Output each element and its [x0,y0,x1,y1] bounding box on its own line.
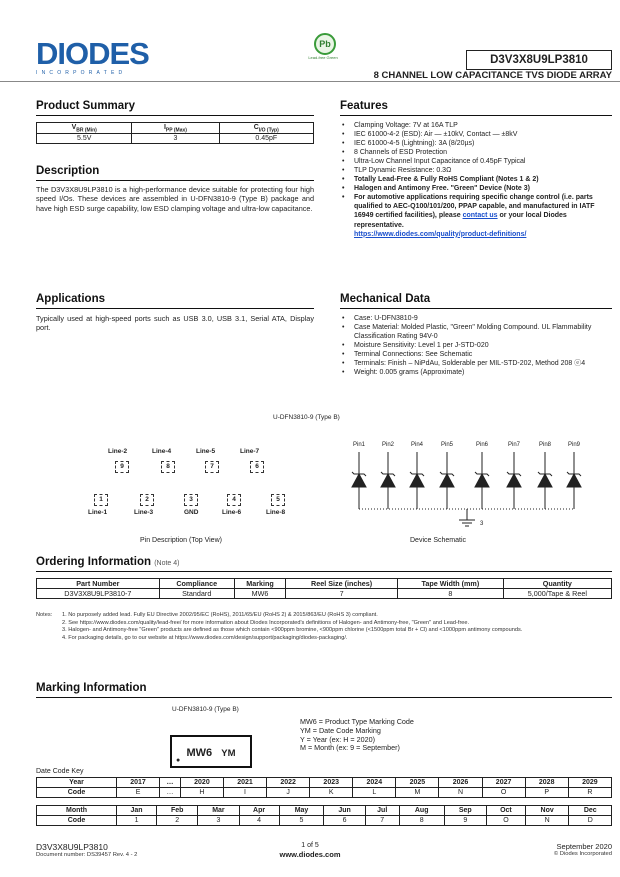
footer-copyright: © Diodes Incorporated [553,851,612,857]
pin-top-label: Line-2 [108,448,128,455]
summary-value-ipp: 3 [132,134,219,144]
pb-icon: Pb [314,33,336,55]
feature-item: • Clamping Voltage: 7V at 16A TLP [340,121,612,130]
description-title: Description [36,166,314,181]
ordering-cell: 5,000/Tape & Reel [503,588,611,598]
summary-header-vbr: $V_{BR (Min)}$ [37,122,132,134]
pin-pad: 7 [205,461,219,473]
schematic-pin-label: Pin1 [353,442,366,448]
feature-item: • Halogen and Antimony Free. "Green" Device (Note 3) [340,184,612,193]
date-code-month-table [36,805,612,826]
tvs-diode-icon [475,452,489,509]
ordering-cell: Standard [159,588,234,598]
feature-item: • IEC 61000-4-2 (ESD): Air — ±10kV, Contact — ±8kV [340,130,612,139]
pin-pad: 4 [227,494,241,506]
pin-diagram [88,445,298,535]
date-code-year-table [36,777,612,798]
footer-page: 1 of 5 [301,842,319,849]
date-code-label: Date Code Key [36,768,84,775]
ordering-header: Part Number [37,578,160,588]
year-row: Year 2017 … 2020 2021 2022 2023 2024 2025 2026 2027 2028 2029 [37,778,612,788]
header-divider [0,81,620,82]
schematic-pin-label: Pin8 [539,442,552,448]
tvs-diode-icon [381,452,395,509]
footer-date: September 2020 [556,842,612,851]
summary-header-ipp: $I_{PP (Max)}$ [132,122,219,134]
diodes-logo [36,38,156,74]
mechanical-item: • Case: U-DFN3810-9 [340,314,612,323]
marking-title: Marking Information [36,683,612,698]
mechanical-title: Mechanical Data [340,294,612,309]
schematic-pin-label: Pin7 [508,442,521,448]
feature-item: • 8 Channels of ESD Protection [340,148,612,157]
pin-pad: 2 [140,494,154,506]
product-summary-section [36,101,314,144]
ordering-header: Reel Size (inches) [286,578,398,588]
mechanical-item: • Terminal Connections: See Schematic [340,350,612,359]
marking-package-label: U-DFN3810-9 (Type B) [172,706,239,713]
note-item: 4. For packaging details, go to our website at https://www.diodes.com/design/support/packaging/diodes-packaging/. [62,634,348,641]
ordering-cell: MW6 [234,588,285,598]
ordering-cell: D3V3X8U9LP3810-7 [37,588,160,598]
pin-bottom-label: Line-3 [134,509,154,516]
product-summary-table [36,122,314,145]
applications-section [36,294,314,333]
schematic-pin-label: Pin2 [382,442,395,448]
notes-label: Notes: [36,612,53,618]
lead-free-green-badge [308,33,339,60]
ground-icon [459,520,475,526]
footer-part-number: D3V3X8U9LP3810 [36,842,108,852]
contact-us-link[interactable]: contact us [462,212,498,220]
product-summary-title: Product Summary [36,101,314,116]
mechanical-list [340,314,612,378]
pin-pad: 1 [94,494,108,506]
logo-text: DIODES [36,36,149,71]
tvs-diode-icon [567,452,581,509]
pin-pad: 6 [250,461,264,473]
logo-subtext: INCORPORATED [36,70,127,76]
pin1-dot-icon: ● [176,757,181,764]
pin-bottom-label: GND [184,509,199,516]
ordering-header: Marking [234,578,285,588]
schematic-caption: Device Schematic [410,537,467,544]
note-item: 3. Halogen- and Antimony-free "Green" products are defined as those which contain <900ppm bromine, <900ppm chlorine (<1500ppm total Br + Cl) and <1000ppm antimony compounds. [62,627,523,634]
ordering-section [36,557,612,599]
features-list [340,121,612,239]
description-section [36,166,314,214]
notes-section [36,612,612,642]
year-code-row: Code E … H I J K L M N O P R [37,788,612,798]
pin-description-caption: Pin Description (Top View) [140,537,222,544]
marking-legend-item: M = Month (ex: 9 = September) [300,743,400,753]
pin-top-label: Line-7 [240,448,260,455]
note-item: 2. See https://www.diodes.com/quality/lead-free/ for more information about Diodes Incorporated's definitions of Halogen- and Antimony-free, "Green" and Lead-free. [62,619,470,626]
product-definitions-link[interactable]: https://www.diodes.com/quality/product-definitions/ [354,230,527,238]
ordering-cell: 7 [286,588,398,598]
tvs-diode-icon [440,452,454,509]
marking-legend [300,718,414,753]
pin-bottom-label: Line-1 [88,509,108,516]
ordering-cell: 8 [398,588,504,598]
schematic-pin-label: Pin5 [441,442,454,448]
note-item: 1. No purposely added lead. Fully EU Directive 2002/95/EC (RoHS), 2011/65/EU (RoHS 2) & 2015/863/EU (RoHS 3) compliant. [62,612,378,618]
features-section [340,101,612,239]
tvs-diode-icon [538,452,552,509]
summary-value-cio: 0.45pF [219,134,313,144]
marking-code: MW6 [186,747,213,759]
pb-label: Lead-free Green [308,55,338,60]
product-subtitle: 8 CHANNEL LOW CAPACITANCE TVS DIODE ARRAY [373,70,612,81]
summary-header-cio: $C_{I/O (Typ)}$ [219,122,313,134]
pin-pad: 8 [161,461,175,473]
feature-item: • Ultra-Low Channel Input Capacitance of 0.45pF Typical [340,157,612,166]
pin-pad: 9 [115,461,129,473]
footer-center [260,842,360,859]
footer-doc-number: Document number: DS39457 Rev. 4 - 2 [36,852,138,859]
tvs-diode-icon [410,452,424,509]
pin-top-label: Line-5 [196,448,216,455]
ordering-header: Tape Width (mm) [398,578,504,588]
marking-diagram [170,735,252,768]
mechanical-item: • Moisture Sensitivity: Level 1 per J-STD-020 [340,341,612,350]
pin-bottom-label: Line-8 [266,509,286,516]
tvs-diode-icon [352,452,366,509]
pin-bottom-label: Line-6 [222,509,242,516]
marking-section [36,683,612,698]
marking-legend-item: Y = Year (ex: H = 2020) [300,734,375,744]
pin-pad: 5 [271,494,285,506]
feature-item: • TLP Dynamic Resistance: 0.3Ω [340,166,612,175]
applications-text: Typically used at high-speed ports such as USB 3.0, USB 3.1, Serial ATA, Display port. [36,313,314,333]
marking-legend-item: YM = Date Code Marking [300,725,381,735]
marking-datecode: YM [221,748,236,759]
ordering-title: Ordering Information (Note 4) [36,557,612,572]
schematic-pin-label: Pin6 [476,442,489,448]
part-number-box: D3V3X8U9LP3810 [466,50,612,70]
feature-item: • Totally Lead-Free & Fully RoHS Compliant (Notes 1 & 2) [340,175,612,184]
schematic-pin-label: Pin9 [568,442,581,448]
marking-legend-item: MW6 = Product Type Marking Code [300,717,414,726]
mechanical-item: • Weight: 0.005 grams (Approximate) [340,368,612,377]
ordering-header: Quantity [503,578,611,588]
feature-item: • IEC 61000-4-5 (Lightning): 3A (8/20µs) [340,139,612,148]
ordering-table [36,578,612,600]
footer-website-link[interactable]: www.diodes.com [279,850,341,860]
device-schematic [347,442,587,534]
ordering-note: (Note 4) [154,560,180,567]
gnd-pin-label: 3 [480,521,484,527]
description-text: The D3V3X8U9LP3810 is a high-performance device suitable for protecting four high speed I/Os. These devices are assembled in U-DFN3810-9 (Type B) package and have high ESD surge capability, low ESD clamping voltage and ultra-low capacitance. [36,184,314,214]
ordering-header: Compliance [159,578,234,588]
summary-value-vbr: 5.5V [37,134,132,144]
mechanical-item: • Case Material: Molded Plastic, "Green" Molding Compound. UL Flammability Classification Rating 94V-0 [340,323,612,341]
tvs-diode-icon [507,452,521,509]
month-code-row: Code 1 2 3 4 5 6 7 8 9 O N D [37,816,612,826]
footer-right [452,842,612,858]
applications-title: Applications [36,294,314,309]
schematic-pin-label: Pin4 [411,442,424,448]
mechanical-item: • Terminals: Finish – NiPdAu, Solderable per MIL-STD-202, Method 208 ⓔ4 [340,359,612,368]
features-title: Features [340,101,612,116]
package-label: U-DFN3810-9 (Type B) [273,414,340,421]
month-row: Month Jan Feb Mar Apr May Jun Jul Aug Sep Oct Nov Dec [37,806,612,816]
feature-automotive: • For automotive applications requiring specific change control (i.e. parts qualified to AEC-Q100/101/200, PPAP capable, and manufactured in IATF 16949 certified facilities), please contact us or your local Diodes representative. https://www.diodes.com/quality/product-definitions/ [340,193,612,238]
footer-left [36,842,137,859]
pin-pad: 3 [184,494,198,506]
mechanical-section [340,294,612,377]
pin-top-label: Line-4 [152,448,172,455]
schematic-drawing [347,442,587,534]
